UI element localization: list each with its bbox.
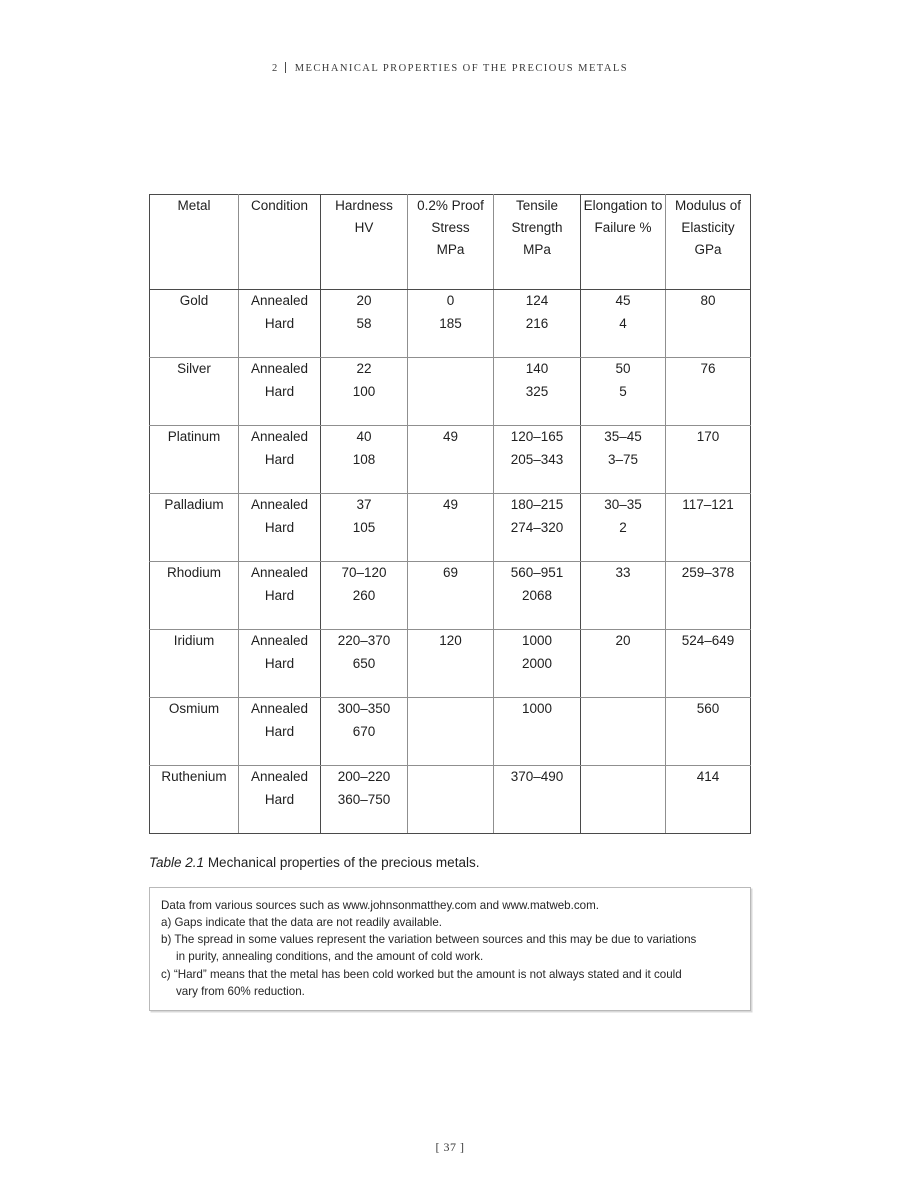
cell-value: 300–350 <box>337 701 391 716</box>
cell-value: Annealed <box>250 361 309 376</box>
metal-name: Silver <box>177 361 211 376</box>
cell-value: Annealed <box>250 497 309 512</box>
cell-hardness <box>321 562 408 630</box>
cell-value: 120–165 <box>510 429 564 444</box>
cell-metal <box>150 426 239 494</box>
cell-metal <box>150 494 239 562</box>
cell-tensile-strength <box>494 766 581 834</box>
table-row <box>150 562 751 630</box>
cell-value: 260 <box>352 587 376 603</box>
cell-value: 22 <box>356 361 372 376</box>
cell-condition <box>239 290 321 358</box>
cell-value: 108 <box>352 451 376 467</box>
cell-value: Annealed <box>250 769 309 784</box>
cell-value: 58 <box>356 315 372 331</box>
cell-value: 3–75 <box>607 451 639 467</box>
footnote-line: vary from 60% reduction. <box>176 984 305 998</box>
cell-value: Hard <box>264 315 295 331</box>
cell-value: 360–750 <box>337 791 391 807</box>
cell-tensile-strength <box>494 290 581 358</box>
cell-value: 40 <box>356 429 372 444</box>
cell-proof-stress <box>408 562 494 630</box>
metal-name: Gold <box>179 293 209 308</box>
cell-hardness <box>321 426 408 494</box>
cell-value: Hard <box>264 451 295 467</box>
cell-value: 650 <box>352 655 376 671</box>
column-header-hardness: Hardness HV <box>321 195 408 290</box>
cell-value: 30–35 <box>604 497 642 512</box>
precious-metals-properties-table <box>149 194 751 834</box>
cell-tensile-strength <box>494 698 581 766</box>
footnote-line: Data from various sources such as www.johnsonmatthey.com and www.matweb.com. <box>161 899 599 912</box>
metal-name: Ruthenium <box>161 769 227 784</box>
cell-value: Hard <box>264 723 295 739</box>
cell-elongation <box>581 358 666 426</box>
cell-value: 45 <box>615 293 631 308</box>
cell-hardness <box>321 494 408 562</box>
cell-value: Annealed <box>250 633 309 648</box>
cell-proof-stress <box>408 630 494 698</box>
table-row <box>150 358 751 426</box>
cell-value: 124 <box>525 293 549 308</box>
cell-value: 120 <box>439 633 462 648</box>
cell-value: 560–951 <box>510 565 564 580</box>
cell-hardness <box>321 630 408 698</box>
cell-value: 69 <box>442 565 459 580</box>
cell-value: 670 <box>352 723 376 739</box>
cell-metal <box>150 630 239 698</box>
cell-value: 35–45 <box>604 429 642 444</box>
cell-metal <box>150 766 239 834</box>
cell-value: 200–220 <box>337 769 391 784</box>
cell-tensile-strength <box>494 562 581 630</box>
cell-condition <box>239 358 321 426</box>
cell-elongation <box>581 630 666 698</box>
cell-proof-stress <box>408 358 494 426</box>
cell-value: 524–649 <box>681 633 735 648</box>
cell-condition <box>239 494 321 562</box>
table-row <box>150 426 751 494</box>
cell-modulus <box>666 494 751 562</box>
cell-proof-stress <box>408 290 494 358</box>
cell-value: 5 <box>619 383 627 399</box>
metal-name: Platinum <box>167 429 221 444</box>
footnote-box <box>149 887 751 1011</box>
cell-condition <box>239 426 321 494</box>
metal-name: Osmium <box>168 701 220 716</box>
cell-value: 274–320 <box>510 519 564 535</box>
running-head-chapter-number: 2 <box>271 63 278 74</box>
cell-value: 180–215 <box>510 497 564 512</box>
cell-proof-stress <box>408 494 494 562</box>
cell-elongation <box>581 290 666 358</box>
running-head <box>0 62 900 74</box>
running-head-title: MECHANICAL PROPERTIES OF THE PRECIOUS METALS <box>294 63 629 74</box>
cell-tensile-strength <box>494 358 581 426</box>
cell-proof-stress <box>408 698 494 766</box>
cell-value: 1000 <box>521 701 553 716</box>
cell-value: 216 <box>525 315 549 331</box>
cell-value: 33 <box>615 565 631 580</box>
cell-elongation <box>581 698 666 766</box>
table-container <box>149 194 751 834</box>
cell-value: 0 <box>446 293 455 308</box>
cell-value: 117–121 <box>682 497 734 512</box>
cell-condition <box>239 766 321 834</box>
cell-value: 70–120 <box>341 565 387 580</box>
table-header <box>150 195 751 290</box>
cell-condition <box>239 562 321 630</box>
table-row <box>150 766 751 834</box>
cell-value: 49 <box>442 429 459 444</box>
column-header-condition: Condition <box>239 195 321 290</box>
caption-text: Mechanical properties of the precious metals. <box>204 855 480 870</box>
table-row <box>150 290 751 358</box>
cell-value: Hard <box>264 655 295 671</box>
cell-value: 1000 <box>521 633 553 648</box>
table-row <box>150 630 751 698</box>
cell-modulus <box>666 358 751 426</box>
cell-value: 560 <box>696 701 720 716</box>
cell-value: 185 <box>439 315 462 331</box>
cell-hardness <box>321 358 408 426</box>
cell-value: 2000 <box>521 655 553 671</box>
cell-hardness <box>321 766 408 834</box>
cell-value: 220–370 <box>337 633 391 648</box>
cell-proof-stress <box>408 766 494 834</box>
cell-value: 414 <box>696 769 720 784</box>
cell-value: 20 <box>356 293 372 308</box>
table-header-row <box>150 195 751 290</box>
metal-name: Palladium <box>164 497 224 512</box>
cell-value: 205–343 <box>510 451 564 467</box>
table-body <box>150 290 751 834</box>
cell-value: 259–378 <box>681 565 735 580</box>
caption-label: Table 2.1 <box>149 855 205 870</box>
table-row <box>150 698 751 766</box>
cell-tensile-strength <box>494 630 581 698</box>
cell-value: Annealed <box>250 701 309 716</box>
cell-value: 105 <box>352 519 376 535</box>
cell-value: 100 <box>352 383 376 399</box>
cell-metal <box>150 698 239 766</box>
cell-hardness <box>321 290 408 358</box>
cell-condition <box>239 630 321 698</box>
cell-value: 370–490 <box>510 769 564 784</box>
column-header-metal: Metal <box>150 195 239 290</box>
cell-value: 50 <box>615 361 631 376</box>
cell-value: Hard <box>264 519 295 535</box>
page-number: [ 37 ] <box>435 1140 465 1154</box>
cell-modulus <box>666 630 751 698</box>
cell-condition <box>239 698 321 766</box>
footnote-line: b) The spread in some values represent the variation between sources and this may be due to variations <box>161 933 697 947</box>
cell-value: Annealed <box>250 565 309 580</box>
cell-elongation <box>581 426 666 494</box>
cell-elongation <box>581 766 666 834</box>
metal-name: Iridium <box>173 633 215 648</box>
running-head-divider <box>285 62 286 73</box>
metal-name: Rhodium <box>166 565 222 580</box>
footnote-line: c) “Hard” means that the metal has been cold worked but the amount is not always stated and it could <box>161 967 682 981</box>
cell-value: 80 <box>700 293 716 308</box>
cell-metal <box>150 290 239 358</box>
cell-modulus <box>666 426 751 494</box>
cell-value: 2068 <box>521 587 553 603</box>
cell-elongation <box>581 494 666 562</box>
cell-value: 49 <box>442 497 459 512</box>
cell-modulus <box>666 766 751 834</box>
cell-value: 4 <box>619 315 627 331</box>
footnote-line: a) Gaps indicate that the data are not readily available. <box>161 916 443 930</box>
cell-value: 325 <box>525 383 549 399</box>
cell-value: 76 <box>700 361 716 376</box>
column-header-modulus: Modulus of Elasticity GPa <box>666 195 751 290</box>
cell-metal <box>150 562 239 630</box>
cell-tensile-strength <box>494 426 581 494</box>
cell-proof-stress <box>408 426 494 494</box>
cell-value: Hard <box>264 587 295 603</box>
cell-modulus <box>666 698 751 766</box>
cell-modulus <box>666 290 751 358</box>
table-row <box>150 494 751 562</box>
cell-modulus <box>666 562 751 630</box>
cell-metal <box>150 358 239 426</box>
cell-tensile-strength <box>494 494 581 562</box>
cell-value: Annealed <box>250 293 309 308</box>
footnote-line: in purity, annealing conditions, and the amount of cold work. <box>176 950 484 964</box>
cell-value: Hard <box>264 383 295 399</box>
cell-value: 170 <box>696 429 720 444</box>
cell-value: 37 <box>356 497 372 512</box>
column-header-elongation: Elongation to Failure % <box>581 195 666 290</box>
cell-value: 20 <box>615 633 631 648</box>
cell-value: Annealed <box>250 429 309 444</box>
cell-elongation <box>581 562 666 630</box>
column-header-proof-stress: 0.2% Proof Stress MPa <box>408 195 494 290</box>
cell-value: 140 <box>525 361 549 376</box>
cell-value: 2 <box>619 519 627 535</box>
table-caption <box>149 855 479 870</box>
column-header-tensile-strength: Tensile Strength MPa <box>494 195 581 290</box>
cell-hardness <box>321 698 408 766</box>
cell-value: Hard <box>264 791 295 807</box>
